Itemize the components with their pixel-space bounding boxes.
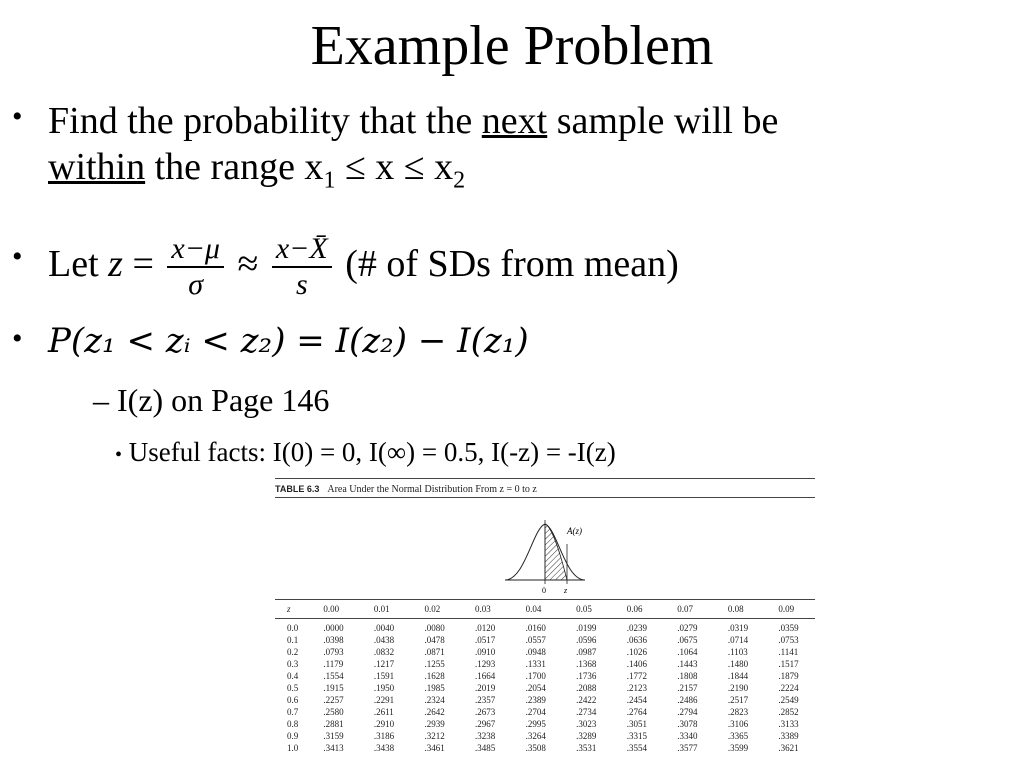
- table-cell: .1064: [677, 647, 698, 657]
- table-row: [275, 682, 815, 694]
- table-cell: .3621: [778, 743, 799, 753]
- table-cell: .1879: [778, 671, 799, 681]
- table-cell: .2123: [626, 683, 647, 693]
- z-table: [275, 599, 815, 754]
- table-row: [275, 646, 815, 658]
- table-cell: 0.6: [287, 695, 299, 705]
- table-cell: .2291: [373, 695, 395, 705]
- bullet-marker: •: [12, 240, 23, 273]
- sds-text: (# of SDs from mean): [335, 243, 679, 285]
- table-cell: .1950: [373, 683, 395, 693]
- table-cell: .1554: [323, 671, 344, 681]
- table-row: [275, 658, 815, 670]
- table-row: [275, 634, 815, 646]
- bullet-marker: •: [12, 100, 23, 133]
- table-row: [275, 718, 815, 730]
- table-cell: .2422: [576, 695, 597, 705]
- table-cell: .0557: [525, 635, 546, 645]
- table-cell: .2389: [525, 695, 546, 705]
- subscript-1: 1: [323, 167, 336, 194]
- table-cell: .1517: [778, 659, 799, 669]
- numerator: x−X̄: [272, 232, 332, 268]
- page-ref-text: I(z) on Page 146: [117, 382, 330, 418]
- table-cell: .2673: [475, 707, 496, 717]
- table-cell: .2734: [576, 707, 597, 717]
- column-header: 0.09: [764, 600, 815, 619]
- table-cell: .0080: [424, 623, 445, 633]
- fraction-sample: [272, 232, 332, 302]
- text: sample will be: [547, 100, 779, 142]
- sub-sub-bullet-facts: [115, 434, 616, 473]
- table-cell: .0675: [677, 635, 698, 645]
- column-header: 0.03: [461, 600, 512, 619]
- table-cell: .2881: [323, 719, 344, 729]
- table-cell: .0438: [373, 635, 395, 645]
- table-cell: .0319: [727, 623, 749, 633]
- sub-bullet-page-ref: [93, 380, 329, 420]
- column-header: 0.08: [714, 600, 765, 619]
- column-header: 0.04: [512, 600, 563, 619]
- table-cell: 0.2: [287, 647, 299, 657]
- table-cell: .0000: [323, 623, 344, 633]
- table-cell: .3599: [727, 743, 749, 753]
- table-cell: .3315: [626, 731, 647, 741]
- column-header: 0.01: [360, 600, 411, 619]
- table-cell: .1591: [373, 671, 395, 681]
- table-cell: .2324: [424, 695, 445, 705]
- table-cell: .1844: [727, 671, 749, 681]
- approx: ≈: [228, 243, 268, 285]
- table-cell: .2910: [373, 719, 395, 729]
- table-cell: .0793: [323, 647, 344, 657]
- table-cell: .0239: [626, 623, 647, 633]
- normal-table-image: [275, 478, 815, 766]
- column-header: 0.07: [663, 600, 714, 619]
- table-cell: .1179: [323, 659, 344, 669]
- table-caption: [275, 478, 815, 497]
- table-row: [275, 670, 815, 682]
- next-underlined: next: [481, 100, 548, 142]
- table-cell: .0398: [323, 635, 344, 645]
- text: the range x: [145, 146, 324, 188]
- table-cell: 0.7: [287, 707, 299, 717]
- table-cell: .0910: [475, 647, 496, 657]
- denominator: σ: [188, 268, 204, 302]
- table-cell: .3508: [525, 743, 546, 753]
- table-cell: 0.4: [287, 671, 299, 681]
- table-cell: 0.1: [287, 635, 299, 645]
- table-cell: .1368: [576, 659, 597, 669]
- table-cell: .3438: [373, 743, 395, 753]
- column-header: 0.06: [613, 600, 664, 619]
- table-cell: .3159: [323, 731, 344, 741]
- table-cell: .2549: [778, 695, 799, 705]
- numerator: x−μ: [167, 232, 224, 268]
- table-cell: .3238: [475, 731, 496, 741]
- table-cell: .3389: [778, 731, 799, 741]
- within-underlined: within: [48, 146, 146, 188]
- table-cell: .2190: [727, 683, 749, 693]
- table-cell: .2852: [778, 707, 799, 717]
- table-cell: .3264: [525, 731, 546, 741]
- table-cell: .3289: [576, 731, 597, 741]
- table-cell: .2157: [677, 683, 698, 693]
- table-cell: .1293: [475, 659, 496, 669]
- area-label: A(z): [567, 526, 582, 536]
- table-cell: .2517: [727, 695, 749, 705]
- table-cell: .3365: [727, 731, 749, 741]
- table-cell: .2088: [576, 683, 597, 693]
- table-cell: .0517: [475, 635, 496, 645]
- bullet-marker: •: [12, 322, 23, 355]
- table-cell: .0596: [576, 635, 597, 645]
- table-row: [275, 730, 815, 742]
- table-cell: .1985: [424, 683, 445, 693]
- table-cell: .1480: [727, 659, 749, 669]
- table-row: [275, 619, 815, 635]
- table-cell: .0120: [475, 623, 496, 633]
- table-cell: .1772: [626, 671, 647, 681]
- table-cell: .0279: [677, 623, 698, 633]
- equals: =: [122, 243, 164, 285]
- table-cell: .0832: [373, 647, 395, 657]
- table-cell: .1736: [576, 671, 597, 681]
- column-header: z: [275, 600, 309, 619]
- table-cell: 1.0: [287, 743, 299, 753]
- table-cell: .2019: [475, 683, 496, 693]
- table-cell: .1443: [677, 659, 698, 669]
- table-cell: .1406: [626, 659, 647, 669]
- table-cell: .2823: [727, 707, 749, 717]
- table-cell: .2939: [424, 719, 445, 729]
- bullet-let-z: [48, 222, 1008, 306]
- table-cell: .3340: [677, 731, 698, 741]
- text: ≤ x ≤ x: [335, 146, 454, 188]
- table-cell: .2486: [677, 695, 698, 705]
- table-cell: 0.0: [287, 623, 299, 633]
- table-cell: .2967: [475, 719, 496, 729]
- table-cell: 0.3: [287, 659, 299, 669]
- bullet-find-probability: [48, 98, 1008, 204]
- table-row: [275, 706, 815, 718]
- table-cell: 0.5: [287, 683, 299, 693]
- table-cell: .0636: [626, 635, 647, 645]
- table-cell: .1808: [677, 671, 698, 681]
- table-cell: .1103: [727, 647, 748, 657]
- table-cell: .3531: [576, 743, 597, 753]
- table-caption-text: Area Under the Normal Distribution From z = 0 to z: [327, 484, 537, 495]
- table-cell: .0871: [424, 647, 445, 657]
- table-cell: .0478: [424, 635, 445, 645]
- denominator: s: [295, 268, 308, 302]
- table-cell: .1628: [424, 671, 445, 681]
- table-cell: .2454: [626, 695, 647, 705]
- table-cell: .2764: [626, 707, 647, 717]
- table-cell: .1026: [626, 647, 647, 657]
- table-cell: .3051: [626, 719, 647, 729]
- table-row: [275, 694, 815, 706]
- table-cell: .0160: [525, 623, 546, 633]
- table-cell: .2054: [525, 683, 546, 693]
- probability-formula: P(z₁ < zᵢ < z₂) = I(z₂) − I(z₁): [48, 321, 529, 361]
- table-cell: 0.8: [287, 719, 299, 729]
- table-cell: .1331: [525, 659, 546, 669]
- slide-title: Example Problem: [310, 15, 714, 77]
- table-cell: .0714: [727, 635, 749, 645]
- table-cell: .3106: [727, 719, 749, 729]
- table-cell: .0199: [576, 623, 597, 633]
- table-cell: .1217: [373, 659, 395, 669]
- let-text: Let: [48, 243, 109, 285]
- column-header: 0.02: [410, 600, 461, 619]
- table-cell: .2257: [323, 695, 344, 705]
- table-cell: .1915: [323, 683, 344, 693]
- table-cell: .3078: [677, 719, 698, 729]
- table-cell: .2794: [677, 707, 698, 717]
- axis-zero-label: 0: [542, 586, 546, 594]
- normal-curve-figure: [275, 498, 815, 594]
- column-header: 0.00: [309, 600, 360, 619]
- table-cell: .2357: [475, 695, 496, 705]
- table-cell: .3186: [373, 731, 395, 741]
- table-cell: .3577: [677, 743, 698, 753]
- table-cell: .0948: [525, 647, 546, 657]
- table-cell: .3485: [475, 743, 496, 753]
- table-cell: .1664: [475, 671, 496, 681]
- table-cell: .3023: [576, 719, 597, 729]
- table-cell: .3461: [424, 743, 445, 753]
- subscript-2: 2: [453, 167, 466, 194]
- table-cell: 0.9: [287, 731, 299, 741]
- table-cell: .2580: [323, 707, 344, 717]
- table-cell: .3413: [323, 743, 344, 753]
- table-cell: .2704: [525, 707, 546, 717]
- table-cell: .2995: [525, 719, 546, 729]
- text: Find the probability that the: [48, 100, 482, 142]
- bullet-marker: •: [115, 444, 123, 466]
- dash-marker: –: [93, 382, 109, 418]
- table-row: [275, 742, 815, 754]
- table-cell: .3212: [424, 731, 445, 741]
- z-symbol: z: [108, 243, 123, 285]
- table-cell: .3133: [778, 719, 799, 729]
- fraction-population: [167, 232, 224, 302]
- axis-z-label: z: [564, 586, 568, 594]
- table-cell: .2642: [424, 707, 445, 717]
- table-cell: .0987: [576, 647, 597, 657]
- shaded-area: [545, 524, 567, 580]
- column-header: 0.05: [562, 600, 613, 619]
- table-cell: .1141: [778, 647, 799, 657]
- table-cell: .2611: [373, 707, 394, 717]
- table-cell: .0753: [778, 635, 799, 645]
- table-cell: .0359: [778, 623, 799, 633]
- table-cell: .0040: [373, 623, 395, 633]
- table-cell: .2224: [778, 683, 799, 693]
- table-label: TABLE 6.3: [275, 484, 320, 494]
- table-cell: .3554: [626, 743, 647, 753]
- table-cell: .1700: [525, 671, 546, 681]
- facts-text: Useful facts: I(0) = 0, I(∞) = 0.5, I(-z) = -I(z): [128, 437, 616, 467]
- table-cell: .1255: [424, 659, 445, 669]
